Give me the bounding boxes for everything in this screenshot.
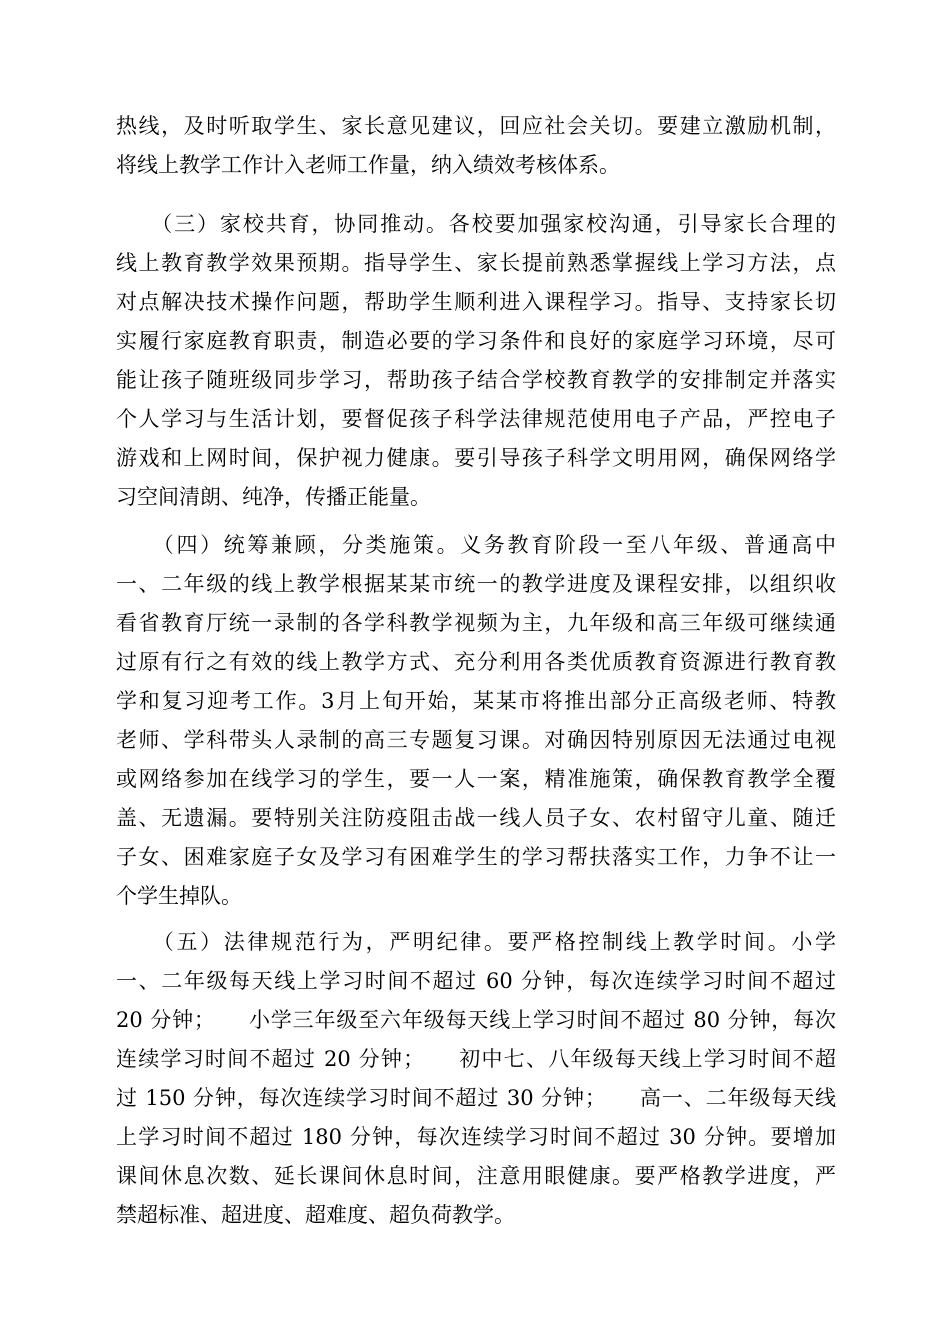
text-line: 线上教育教学效果预期。指导学生、家长提前熟悉掌握线上学习方法，点 [116, 251, 836, 275]
text-line: 连续学习时间不超过 20 分钟； 初中七、八年级每天线上学习时间不超 [116, 1047, 836, 1071]
text-line: 对点解决技术操作问题，帮助学生顺利进入课程学习。指导、支持家长切 [116, 290, 836, 314]
text-line: 热线，及时听取学生、家长意见建议，回应社会关切。要建立激励机制， [116, 114, 836, 138]
text-line: 实履行家庭教育职责，制造必要的学习条件和良好的家庭学习环境，尽可 [116, 329, 836, 353]
text-line: （四）统筹兼顾，分类施策。义务教育阶段一至八年级、普通高中 [116, 533, 836, 557]
text-line: 或网络参加在线学习的学生，要一人一案，精准施策，确保教育教学全覆 [116, 767, 836, 791]
text-line: 上学习时间不超过 180 分钟，每次连续学习时间不超过 30 分钟。要增加 [116, 1125, 836, 1149]
text-line: 20 分钟； 小学三年级至六年级每天线上学习时间不超过 80 分钟，每次 [116, 1008, 836, 1032]
text-line: 子女、困难家庭子女及学习有困难学生的学习帮扶落实工作，力争不让一 [116, 845, 836, 869]
text-line: 能让孩子随班级同步学习，帮助孩子结合学校教育教学的安排制定并落实 [116, 368, 836, 392]
text-line: 禁超标准、超进度、超难度、超负荷教学。 [116, 1203, 515, 1227]
paragraph-home-school-cooperation [116, 205, 836, 517]
text-line: （五）法律规范行为，严明纪律。要严格控制线上教学时间。小学 [116, 930, 836, 954]
text-line: 看省教育厅统一录制的各学科教学视频为主，九年级和高三年级可继续通 [116, 611, 836, 635]
text-line: 个人学习与生活计划，要督促孩子科学法律规范使用电子产品，严控电子 [116, 407, 836, 431]
text-line: （三）家校共育，协同推动。各校要加强家校沟通，引导家长合理的 [116, 212, 836, 236]
text-line: 一、二年级每天线上学习时间不超过 60 分钟，每次连续学习时间不超过 [116, 969, 836, 993]
text-line: 过原有行之有效的线上教学方式、充分利用各类优质教育资源进行教育教 [116, 650, 836, 674]
text-line: 盖、无遗漏。要特别关注防疫阻击战一线人员子女、农村留守儿童、随迁 [116, 806, 836, 830]
text-line: 学和复习迎考工作。3月上旬开始，某某市将推出部分正高级老师、特教 [116, 689, 836, 713]
text-line: 一、二年级的线上教学根据某某市统一的教学进度及课程安排，以组织收 [116, 572, 836, 596]
paragraph-overall-planning [116, 526, 836, 916]
text-line: 老师、学科带头人录制的高三专题复习课。对确因特别原因无法通过电视 [116, 728, 836, 752]
text-line: 将线上教学工作计入老师工作量，纳入绩效考核体系。 [116, 153, 620, 177]
text-line: 习空间清朗、纯净，传播正能量。 [116, 485, 431, 509]
paragraph-discipline [116, 923, 836, 1235]
text-line: 游戏和上网时间，保护视力健康。要引导孩子科学文明用网，确保网络学 [116, 446, 836, 470]
text-line: 课间休息次数、延长课间休息时间，注意用眼健康。要严格教学进度，严 [116, 1164, 836, 1188]
text-line: 个学生掉队。 [116, 884, 242, 908]
paragraph-hotline-incentive [116, 107, 836, 185]
text-line: 过 150 分钟，每次连续学习时间不超过 30 分钟； 高一、二年级每天线 [116, 1086, 836, 1110]
